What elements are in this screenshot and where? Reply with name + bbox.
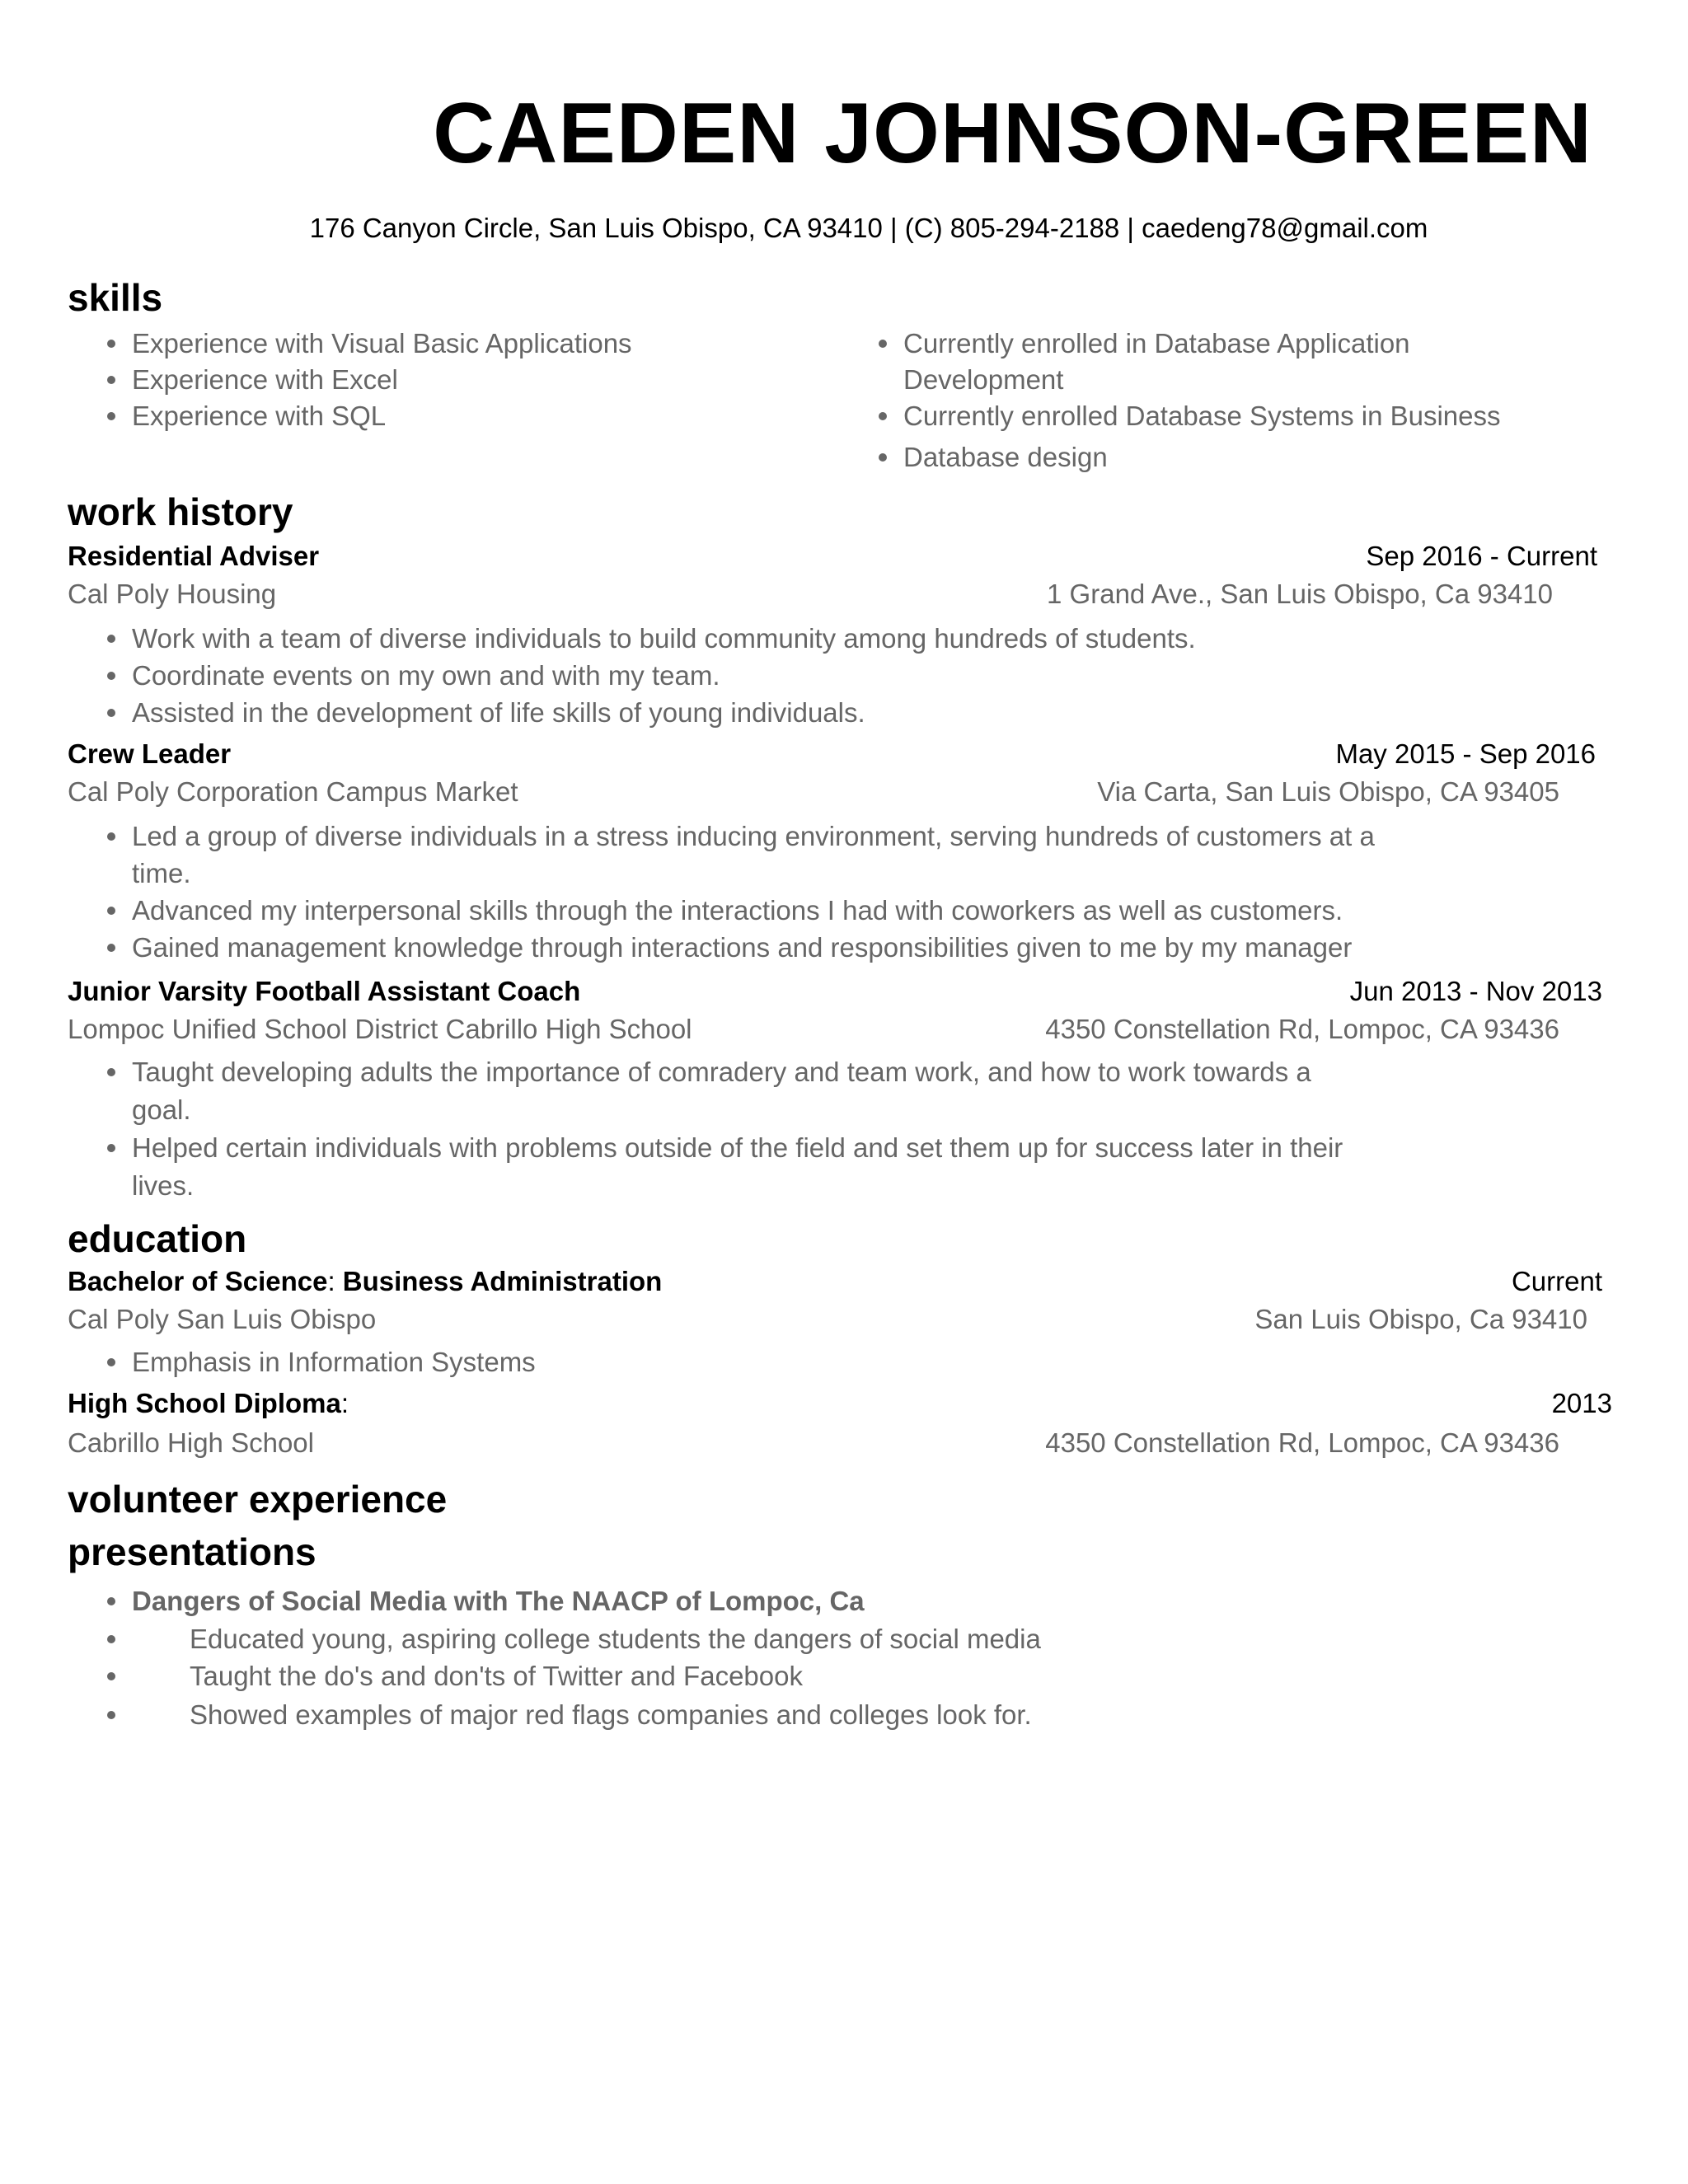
education-bullet: Emphasis in Information Systems [132,1347,536,1378]
contact-line: 176 Canyon Circle, San Luis Obispo, CA 93410 | (C) 805-294-2188 | caedeng78@gmail.com [309,213,1428,243]
job-dates: Jun 2013 - Nov 2013 [1349,976,1602,1006]
job-bullet-continued: time. [132,858,191,888]
skill-item: Experience with Visual Basic Applications [132,328,632,359]
job-bullet: Coordinate events on my own and with my team. [132,660,720,691]
education-date: 2013 [1551,1388,1612,1418]
education-school: Cal Poly San Luis Obispo [68,1304,377,1334]
degree-name: High School Diploma [68,1388,341,1418]
skill-item: Experience with SQL [132,401,386,432]
job-employer: Cal Poly Housing [68,579,277,609]
job-bullet: Helped certain individuals with problems outside of the field and set them up for success later in their [132,1132,1343,1164]
job-dates: May 2015 - Sep 2016 [1335,738,1596,769]
degree-field: Business Administration [342,1266,663,1296]
presentation-bullet: Educated young, aspiring college students the dangers of social media [132,1624,1041,1655]
volunteer-heading: volunteer experience [68,1478,448,1521]
presentation-title: Dangers of Social Media with The NAACP of Lompoc, Ca [132,1586,865,1617]
job-employer: Cal Poly Corporation Campus Market [68,776,518,807]
job-bullet-continued: goal. [132,1094,191,1125]
skill-item: Experience with Excel [132,364,398,396]
job-bullet: Led a group of diverse individuals in a stress inducing environment, serving hundreds of customers at a [132,821,1375,852]
skill-item-continued: Development [903,364,1064,395]
education-date: Current [1511,1266,1602,1296]
presentation-bullet: Taught the do's and don'ts of Twitter and Facebook [132,1661,803,1692]
job-title: Residential Adviser [68,541,320,571]
work-history-heading: work history [68,490,293,533]
job-title: Junior Varsity Football Assistant Coach [68,976,581,1006]
job-bullet: Advanced my interpersonal skills through the interactions I had with coworkers as well as customers. [132,895,1343,926]
job-location: Via Carta, San Luis Obispo, CA 93405 [1097,776,1559,807]
job-title: Crew Leader [68,738,232,769]
skill-item: Currently enrolled in Database Application [903,328,1410,359]
job-dates: Sep 2016 - Current [1366,541,1597,571]
job-bullet: Assisted in the development of life skills of young individuals. [132,697,865,729]
job-bullet: Gained management knowledge through interactions and responsibilities given to me by my manager [132,932,1352,963]
job-bullet: Taught developing adults the importance of comradery and team work, and how to work towards a [132,1057,1311,1088]
job-bullet-continued: lives. [132,1170,195,1201]
skill-item: Currently enrolled Database Systems in Business [903,401,1501,432]
job-location: 1 Grand Ave., San Luis Obispo, Ca 93410 [1047,579,1553,609]
presentation-bullet: Showed examples of major red flags companies and colleges look for. [132,1699,1032,1731]
candidate-name: CAEDEN JOHNSON-GREEN [433,86,1592,181]
education-school: Cabrillo High School [68,1427,314,1458]
job-employer: Lompoc Unified School District Cabrillo High School [68,1014,692,1044]
skill-item: Database design [903,442,1108,473]
degree-name: Bachelor of Science [68,1266,328,1296]
skills-heading: skills [68,276,163,319]
education-degree-line: High School Diploma: [68,1388,349,1418]
education-location: 4350 Constellation Rd, Lompoc, CA 93436 [1045,1427,1559,1458]
education-degree-line: Bachelor of Science: Business Administration [68,1266,663,1296]
education-heading: education [68,1217,247,1260]
presentations-heading: presentations [68,1530,316,1573]
education-location: San Luis Obispo, Ca 93410 [1254,1304,1587,1334]
job-bullet: Work with a team of diverse individuals to build community among hundreds of students. [132,623,1196,654]
job-location: 4350 Constellation Rd, Lompoc, CA 93436 [1045,1014,1559,1044]
